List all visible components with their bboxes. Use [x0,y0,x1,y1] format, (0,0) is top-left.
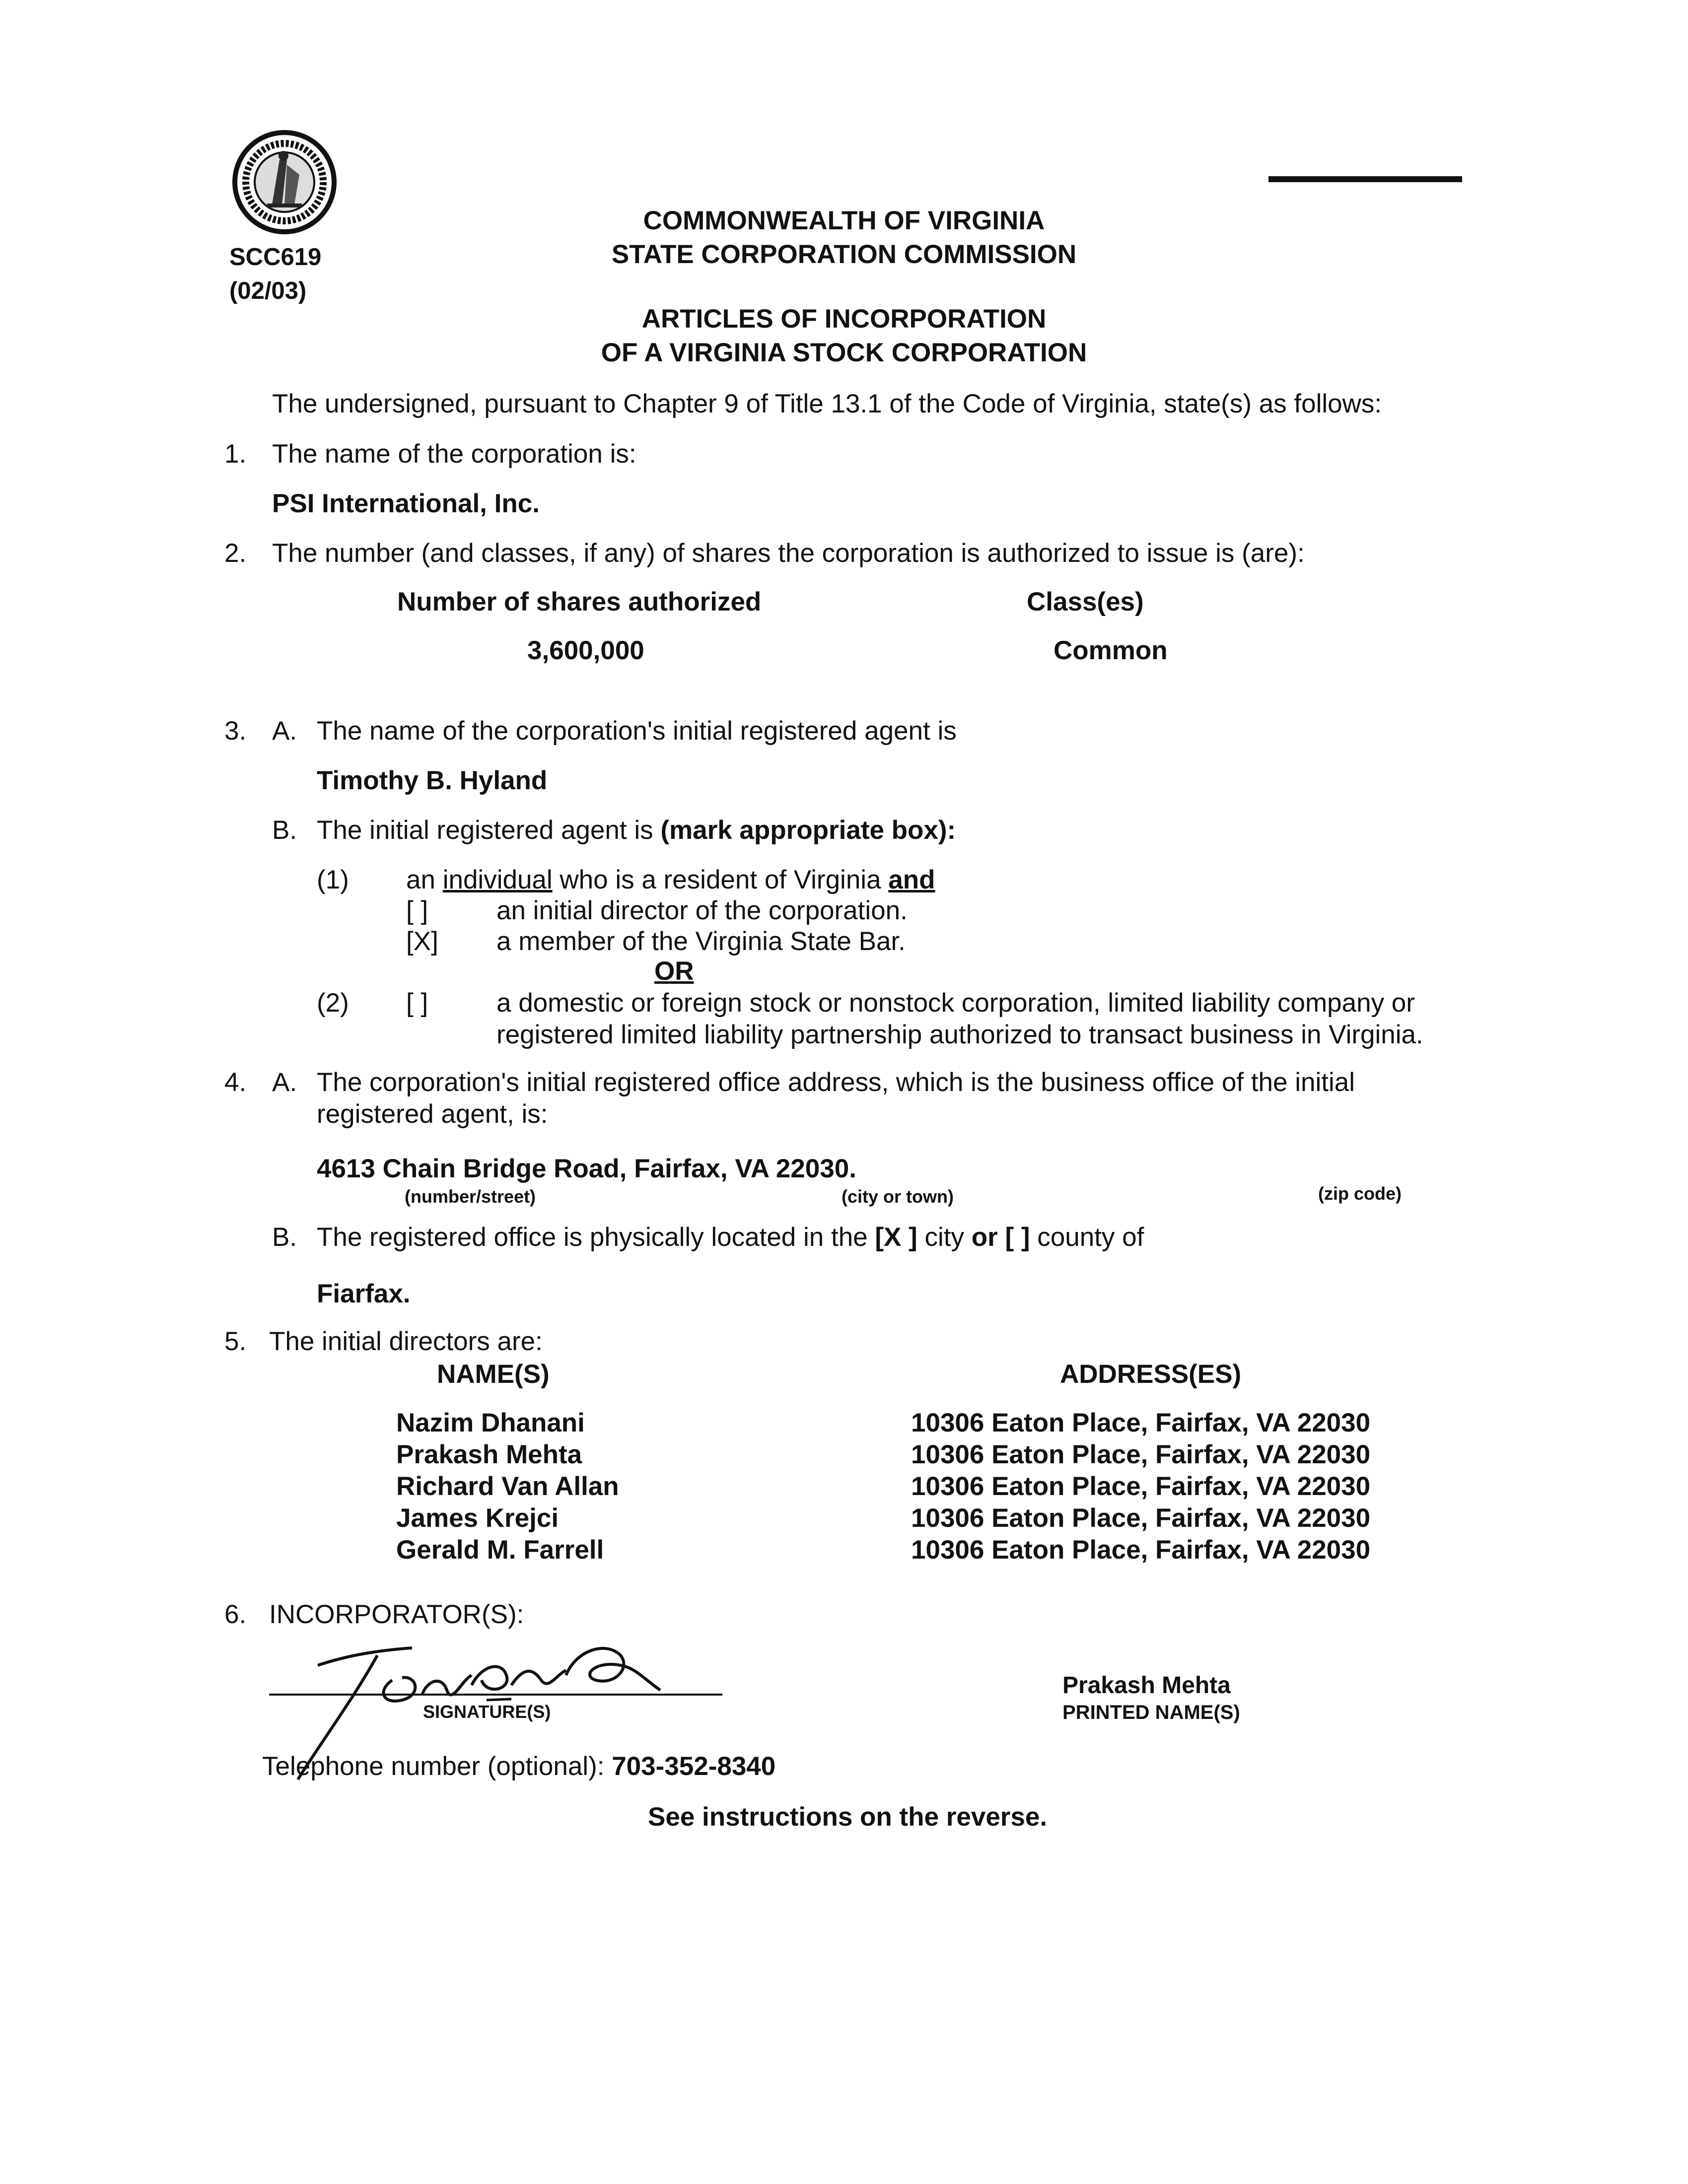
registered-agent-name: Timothy B. Hyland [317,766,548,795]
city-label: city [924,1223,965,1252]
option2-line1: a domestic or foreign stock or nonstock corporation, limited liability company or [496,988,1415,1018]
director-address: 10306 Eaton Place, Fairfax, VA 22030 [911,1503,1371,1533]
state-bar-checkbox[interactable]: [X] [406,927,438,956]
option1-number: (1) [317,865,349,894]
option1-individual: individual [442,865,553,894]
item6-label: INCORPORATOR(S): [269,1600,524,1629]
item4-number: 4. [224,1068,247,1097]
option1-pre: an [406,865,435,894]
director-name: James Krejci [396,1503,559,1533]
director-checkbox[interactable]: [ ] [406,896,428,925]
item4b-letter: B. [272,1223,297,1252]
registered-office-address: 4613 Chain Bridge Road, Fairfax, VA 22030. [317,1154,856,1183]
title-stock-corporation: OF A VIRGINIA STOCK CORPORATION [601,338,1087,367]
item2-number: 2. [224,539,247,568]
shares-column-header: Number of shares authorized [397,587,762,616]
header-commonwealth: COMMONWEALTH OF VIRGINIA [643,206,1045,235]
director-address: 10306 Eaton Place, Fairfax, VA 22030 [911,1408,1371,1437]
form-code: SCC619 [229,244,322,271]
item4a-letter: A. [272,1068,297,1097]
signature-line [269,1694,722,1696]
director-name: Nazim Dhanani [396,1408,585,1437]
director-address: 10306 Eaton Place, Fairfax, VA 22030 [911,1472,1371,1501]
telephone-row [262,1751,775,1781]
title-articles: ARTICLES OF INCORPORATION [641,304,1047,334]
names-column-header: NAME(S) [437,1360,550,1389]
item3-number: 3. [224,716,247,746]
county-label: county of [1037,1223,1144,1252]
printed-name: Prakash Mehta [1062,1672,1231,1699]
item4b-or: or [971,1223,998,1252]
addresses-column-header: ADDRESS(ES) [1060,1360,1242,1389]
item3a-letter: A. [272,716,297,746]
director-name: Gerald M. Farrell [396,1535,604,1565]
item3b-label-bold: (mark appropriate box): [660,816,956,845]
top-right-rule [1268,176,1462,182]
director-address: 10306 Eaton Place, Fairfax, VA 22030 [911,1535,1371,1565]
item3b-label [317,815,956,845]
virginia-seal [232,130,337,234]
printed-name-caption: PRINTED NAME(S) [1062,1702,1240,1723]
or-separator: OR [654,956,694,986]
item3b-label-text: The initial registered agent is [317,816,653,845]
item4a-line1: The corporation's initial registered office address, which is the business office of the initial [317,1068,1355,1097]
item1-label: The name of the corporation is: [272,439,636,469]
seal-icon [232,130,337,234]
corporation-name: PSI International, Inc. [272,489,540,518]
item1-number: 1. [224,439,247,469]
option1-and: and [888,865,935,894]
item4b-pre: The registered office is physically located in the [317,1223,868,1252]
telephone-label: Telephone number (optional): [262,1752,605,1781]
county-checkbox[interactable]: [ ] [1005,1223,1030,1252]
telephone-number: 703-352-8340 [612,1752,776,1781]
director-name: Prakash Mehta [396,1440,582,1469]
signature-caption: SIGNATURE(S) [423,1702,551,1722]
form-revision: (02/03) [229,277,307,304]
intro-text: The undersigned, pursuant to Chapter 9 of Title 13.1 of the Code of Virginia, state(s) as follows: [272,389,1382,418]
caption-street: (number/street) [405,1186,536,1207]
item2-label: The number (and classes, if any) of shares the corporation is authorized to issue is (are): [272,539,1305,568]
instructions-note: See instructions on the reverse. [648,1802,1048,1832]
director-address: 10306 Eaton Place, Fairfax, VA 22030 [911,1440,1371,1469]
item4b-text [317,1222,1144,1252]
classes-column-header: Class(es) [1027,587,1144,616]
city-checkbox[interactable]: [X ] [875,1223,917,1252]
option2-checkbox[interactable]: [ ] [406,988,428,1018]
director-name: Richard Van Allan [396,1472,619,1501]
item5-label: The initial directors are: [269,1327,543,1356]
director-option-text: an initial director of the corporation. [496,896,908,925]
item4a-line2: registered agent, is: [317,1099,548,1129]
header-commission: STATE CORPORATION COMMISSION [611,240,1077,269]
caption-city: (city or town) [842,1186,954,1207]
item3b-letter: B. [272,816,297,845]
item5-number: 5. [224,1327,247,1356]
class-value: Common [1054,636,1168,665]
locality-name: Fiarfax. [317,1279,411,1308]
option2-line2: registered limited liability partnership authorized to transact business in Virginia. [496,1020,1423,1049]
state-bar-option-text: a member of the Virginia State Bar. [496,927,906,956]
shares-value: 3,600,000 [527,636,644,665]
item6-number: 6. [224,1600,247,1629]
item3a-label: The name of the corporation's initial registered agent is [317,716,957,746]
option2-number: (2) [317,988,349,1018]
option1-text [406,865,935,895]
option1-mid: who is a resident of Virginia [560,865,881,894]
caption-zip: (zip code) [1318,1183,1402,1204]
